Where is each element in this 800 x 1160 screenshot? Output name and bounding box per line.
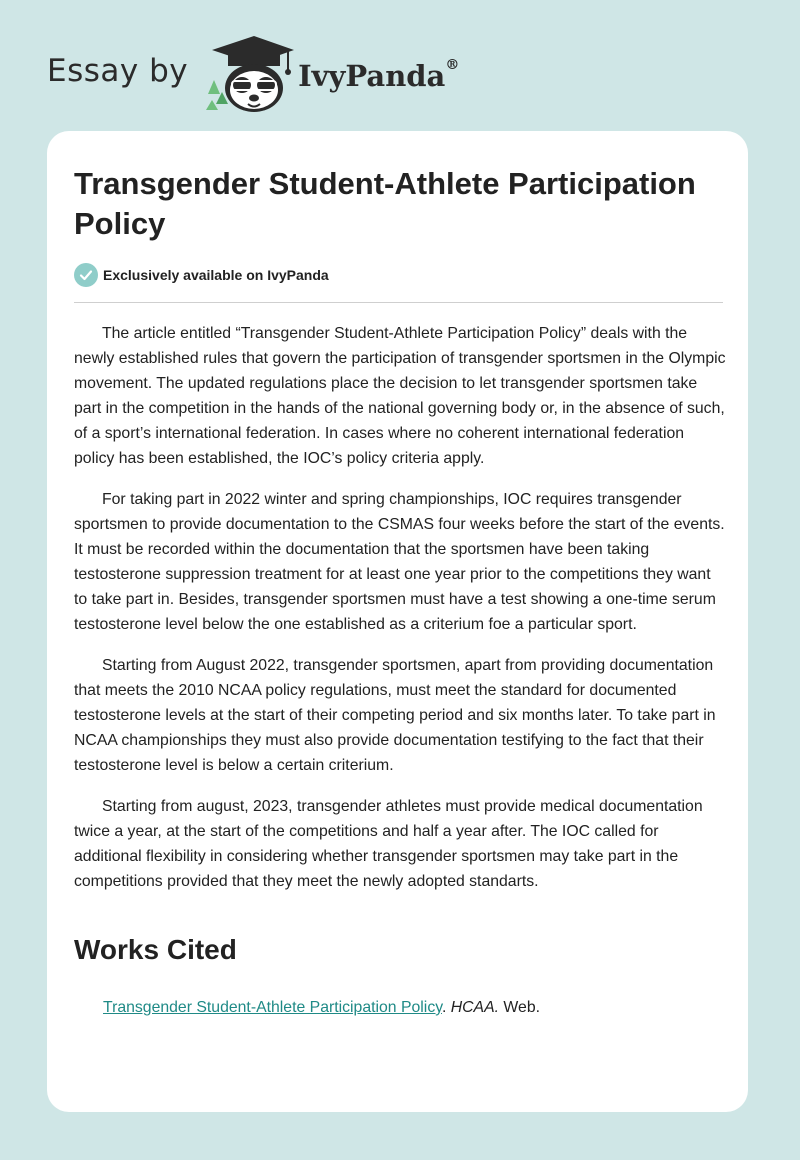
citation-separator: . [441, 999, 451, 1016]
essay-by-label: Essay by [47, 53, 189, 89]
registered-mark: ® [445, 57, 460, 73]
divider [74, 302, 723, 303]
page-title: Transgender Student-Athlete Participation Policy [74, 166, 696, 241]
brand-text: IvyPanda [298, 59, 446, 93]
article-body [74, 321, 726, 910]
ivypanda-logo-icon[interactable] [202, 34, 294, 114]
citation-link[interactable]: Transgender Student-Athlete Participation Policy [103, 999, 442, 1016]
paragraph: Starting from august, 2023, transgender athletes must provide medical documentation twice a year, at the start of the competitions and half a year after. The IOC called for additional flexibility in considering whether transgender sportsmen may take part in the competitions provided that they meet the newly adopted standarts. [74, 798, 703, 890]
paragraph: The article entitled “Transgender Student-Athlete Participation Policy” deals with the newly established rules that govern the participation of transgender sportsmen in the Olympic movement. The updated regulations place the decision to let transgender sportsmen take part in the competition in the hands of the national governing body or, in the absence of such, of a sport’s international federation. In cases where no coherent international federation policy has been established, the IOC’s policy criteria apply. [74, 325, 726, 467]
paragraph: For taking part in 2022 winter and spring championships, IOC requires transgender sportsmen to provide documentation to the CSMAS four weeks before the start of the events. It must be recorded within the documentation that the sportsmen have been taking testosterone suppression treatment for at least one year prior to the competitions they want to take part in. Besides, transgender sportsmen must have a test showing a one-time serum testosterone level below the one established as a criterium foe a particular sport. [74, 491, 725, 633]
citation-suffix: Web. [499, 999, 540, 1016]
paragraph: Starting from August 2022, transgender sportsmen, apart from providing documentation that meets the 2010 NCAA policy regulations, must meet the standard for documented testosterone levels at the start of their competing period and six months later. To take part in NCAA championships they must also provide documentation testifying to the fact that their testosterone level is below a certain criterium. [74, 657, 716, 774]
works-cited-heading: Works Cited [74, 934, 237, 965]
check-icon [74, 263, 98, 287]
badge-text: Exclusively available on IvyPanda [103, 267, 329, 283]
citation [103, 997, 540, 1019]
citation-publisher: HCAA. [450, 999, 500, 1016]
site-header [47, 34, 459, 114]
essay-card [47, 131, 748, 1112]
exclusive-badge [74, 263, 329, 287]
brand-name[interactable] [298, 59, 459, 93]
